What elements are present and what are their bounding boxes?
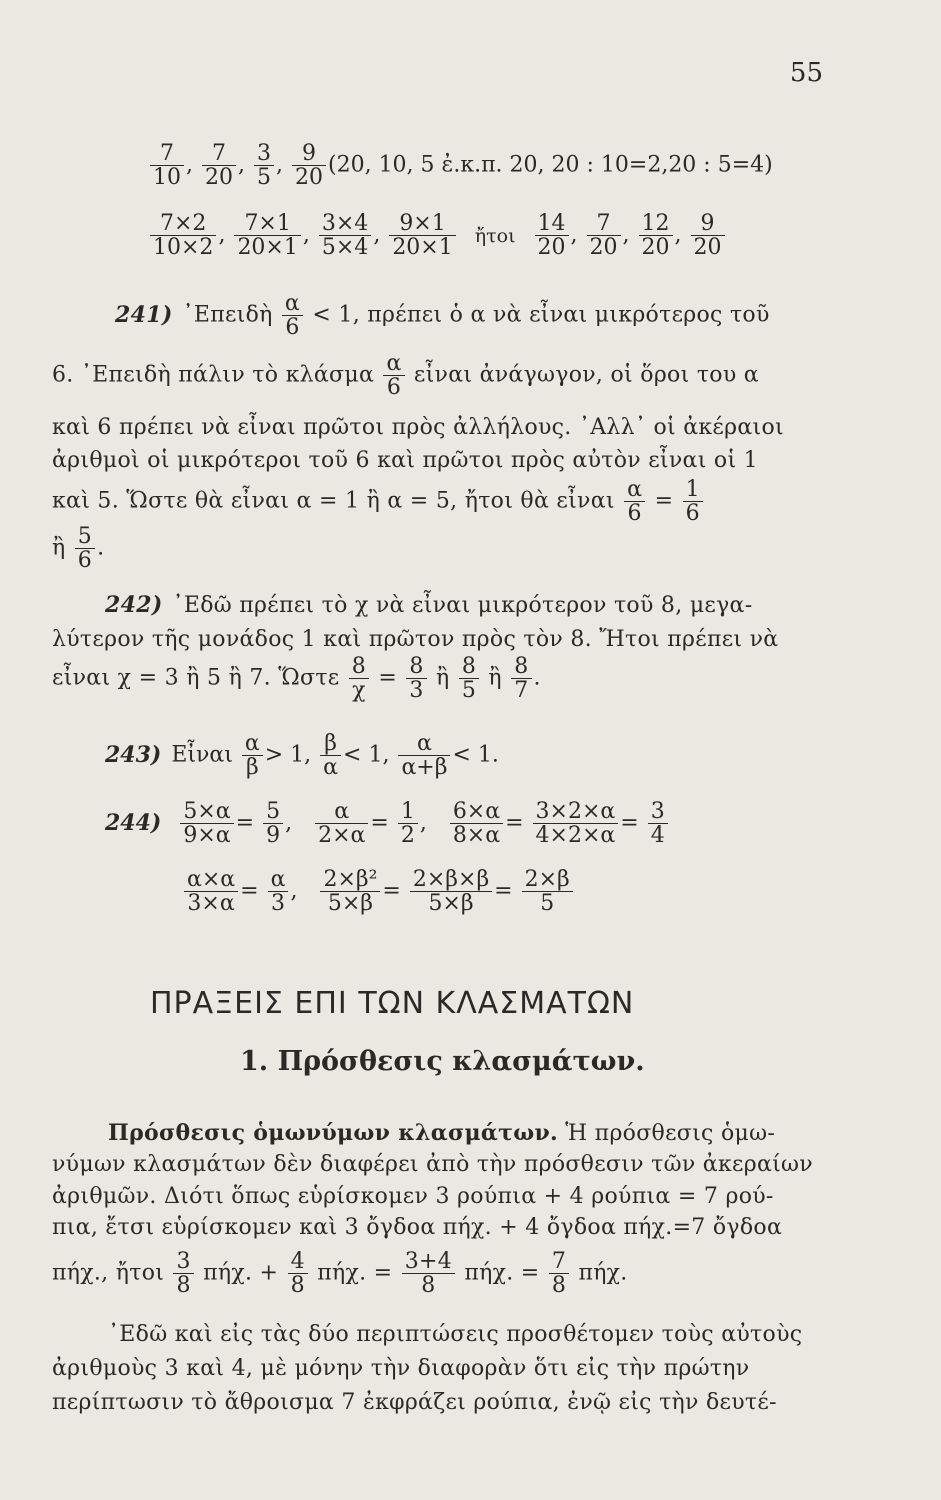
section-line4: πια, ἔτσι εὑρίσκομεν καὶ 3 ὄγδοα πήχ. + 4 ὄγδοα πήχ.=7 ὄγδοα [52, 1215, 783, 1240]
problem-242-line2: λύτερον τῆς μονάδος 1 καὶ πρῶτον πρὸς τὸν 8. Ἤτοι πρέπει νὰ [52, 627, 779, 652]
problem-242-line1: 242) ᾿Εδῶ πρέπει τὸ χ νὰ εἶναι μικρότερον τοῦ 8, μεγα- [105, 592, 753, 618]
fraction: $\frac{1}{6}$ [683, 478, 703, 525]
fraction: $\frac{3}{4}$ [648, 800, 668, 847]
fraction-list-line: $\frac{7}{10}$ , $\frac{7}{20}$ , $\frac{3}{5}$ , $\frac{9}{20}$ (20, 10, 5 ἐ.κ.π. 20, 20 : 10=2,20 : 5=4) [148, 142, 773, 189]
problem-244-line2: $\frac{\alpha\times\alpha}{3\times\alpha}$ = $\frac{\alpha}{3}$ , $\frac{\text{2×β²}}{5\times\beta}$ = $\frac{2\times\beta\times\beta}{5\times\beta}$ = $\frac{2\times\beta}{5}$ [182, 868, 575, 915]
fraction: $\frac{\alpha}{\alpha+\beta}$ [398, 732, 450, 779]
problem-241-line6: ἢ $\frac{5}{6}$ . [52, 524, 105, 574]
problem-241-line1: 241) ᾿Επειδὴ $\frac{\alpha}{6}$ < 1, πρέπει ὁ α νὰ εἶναι μικρότερος τοῦ [115, 291, 770, 341]
fraction: $\frac{5\times\alpha}{9\times\alpha}$ [180, 800, 233, 847]
fraction: $\frac{8}{7}$ [511, 655, 531, 702]
fraction: $\frac{7}{20}$ [202, 142, 236, 189]
fraction: $\frac{12}{20}$ [639, 212, 673, 259]
fraction: $\frac{\alpha}{3}$ [268, 868, 289, 915]
fraction: $\frac{3\times 2\times\alpha}{4\times 2\times\alpha}$ [533, 800, 619, 847]
fraction: $\frac{8}{\chi}$ [349, 655, 369, 702]
fraction: $\frac{\beta}{\alpha}$ [320, 732, 341, 779]
chapter-heading: ΠΡΑΞΕΙΣ ΕΠΙ ΤΩΝ ΚΛΑΣΜΑΤΩΝ [150, 986, 635, 1021]
section-line1: Πρόσθεσις ὁμωνύμων κλασμάτων. Ἡ πρόσθεσις ὁμω- [108, 1120, 776, 1146]
fraction: $\frac{2\times\beta}{5}$ [522, 868, 573, 915]
fraction: $\frac{9}{20}$ [292, 142, 326, 189]
fraction: $\frac{7\times 2}{10\times 2}$ [150, 212, 216, 259]
fraction: $\frac{\alpha}{6}$ [624, 478, 645, 525]
problem-242-line3: εἶναι χ = 3 ἢ 5 ἢ 7. Ὥστε $\frac{8}{\chi}$ = $\frac{8}{3}$ ἢ $\frac{8}{5}$ ἢ $\frac{8}{7}$ . [52, 654, 541, 704]
fraction: $\frac{3}{8}$ [173, 1250, 193, 1297]
fraction: $\frac{6\times\alpha}{8\times\alpha}$ [450, 800, 503, 847]
page-number: 55 [789, 58, 823, 88]
fraction: $\frac{3\times 4}{5\times 4}$ [319, 212, 371, 259]
section-para2-line2: ἀριθμοὺς 3 καὶ 4, μὲ μόνην τὴν διαφορὰν ὅτι εἰς τὴν πρώτην [52, 1356, 750, 1381]
fraction: $\frac{3+4}{8}$ [402, 1250, 455, 1297]
fraction: $\frac{\alpha}{6}$ [282, 292, 303, 339]
fraction: $\frac{9}{20}$ [691, 212, 725, 259]
problem-241-line4: ἀριθμοὶ οἱ μικρότεροι τοῦ 6 καὶ πρῶτοι πρὸς αὐτὸν εἶναι οἱ 1 [52, 448, 758, 473]
fraction: $\frac{\alpha}{6}$ [383, 352, 404, 399]
fraction: $\frac{\alpha\times\alpha}{3\times\alpha}$ [184, 868, 238, 915]
fraction: $\frac{7}{20}$ [587, 212, 621, 259]
fraction: $\frac{5}{9}$ [263, 800, 283, 847]
section-para2-line1: ᾿Εδῶ καὶ εἰς τὰς δύο περιπτώσεις προσθέτομεν τοὺς αὐτοὺς [108, 1322, 803, 1347]
problem-241-line3: καὶ 6 πρέπει νὰ εἶναι πρῶτοι πρὸς ἀλλήλους. ᾿Αλλ᾿ οἱ ἀκέραιοι [52, 415, 784, 440]
section-line2: νύμων κλασμάτων δὲν διαφέρει ἀπὸ τὴν πρόσθεσιν τῶν ἀκεραίων [52, 1152, 813, 1177]
problem-241-line5: καὶ 5. Ὥστε θὰ εἶναι α = 1 ἢ α = 5, ἤτοι θὰ εἶναι $\frac{\alpha}{6}$ = $\frac{1}{6}$ [52, 478, 705, 525]
fraction: $\frac{5}{6}$ [75, 525, 95, 572]
lcm-note: (20, 10, 5 ἐ.κ.π. 20, 20 : 10=2,20 : 5=4) [328, 152, 773, 178]
fraction: $\frac{1}{2}$ [398, 800, 418, 847]
fraction: $\frac{7}{8}$ [549, 1250, 569, 1297]
section-para2-line3: περίπτωσιν τὸ ἄθροισμα 7 ἐκφράζει ρούπια, ἐνῷ εἰς τὴν δευτέ- [52, 1390, 777, 1415]
fraction: $\frac{7\times 1}{20\times 1}$ [234, 212, 300, 259]
section-heading: 1. Πρόσθεσις κλασμάτων. [240, 1046, 645, 1077]
fraction: $\frac{8}{3}$ [406, 655, 426, 702]
fraction: $\frac{\alpha}{2\times\alpha}$ [315, 800, 368, 847]
section-line3: ἀριθμῶν. Διότι ὅπως εὑρίσκομεν 3 ρούπια + 4 ρούπια = 7 ρού- [52, 1184, 774, 1209]
problem-244-line1: 244) $\frac{5\times\alpha}{9\times\alpha}$ = $\frac{5}{9}$ , $\frac{\alpha}{2\times\alpha}$ = $\frac{1}{2}$ , $\frac{6\times\alpha}{8\times\alpha}$ = $\frac{3\times 2\times\alpha}{4\times 2\times\alpha}$ = $\frac{3}{4}$ [105, 800, 670, 847]
fraction: $\frac{7}{10}$ [150, 142, 184, 189]
fraction: $\frac{\alpha}{\beta}$ [242, 732, 263, 779]
fraction: $\frac{14}{20}$ [535, 212, 569, 259]
fraction: $\frac{\text{2×β²}}{5\times\beta}$ [320, 868, 380, 915]
fraction: $\frac{8}{5}$ [459, 655, 479, 702]
subsection-title: Πρόσθεσις ὁμωνύμων κλασμάτων. [108, 1120, 558, 1146]
fraction-expansion-line: $\frac{7\times 2}{10\times 2}$ , $\frac{7\times 1}{20\times 1}$ , $\frac{3\times 4}{5\times 4}$ , $\frac{9\times 1}{20\times 1}$ ἤτοι $\frac{14}{20}$ , $\frac{7}{20}$ , $\frac{12}{20}$ , $\frac{9}{20}$ [148, 212, 727, 259]
problem-241-line2: 6. ᾿Επειδὴ πάλιν τὸ κλάσμα $\frac{\alpha}{6}$ εἶναι ἀνάγωγον, οἱ ὅροι του α [52, 351, 759, 401]
fraction: $\frac{9\times 1}{20\times 1}$ [389, 212, 455, 259]
fraction: $\frac{3}{5}$ [254, 142, 274, 189]
connector-text: ἤτοι [474, 224, 516, 247]
fraction: $\frac{2\times\beta\times\beta}{5\times\beta}$ [410, 868, 492, 915]
section-line5: πήχ., ἤτοι $\frac{3}{8}$ πήχ. + $\frac{4}{8}$ πήχ. = $\frac{3+4}{8}$ πήχ. = $\frac{7}{8}$ πήχ. [52, 1249, 628, 1299]
problem-243: 243) Εἶναι $\frac{\alpha}{\beta}$ > 1, $\frac{\beta}{\alpha}$ < 1, $\frac{\alpha}{\alpha+\beta}$ < 1. [105, 731, 499, 781]
fraction: $\frac{4}{8}$ [288, 1250, 308, 1297]
